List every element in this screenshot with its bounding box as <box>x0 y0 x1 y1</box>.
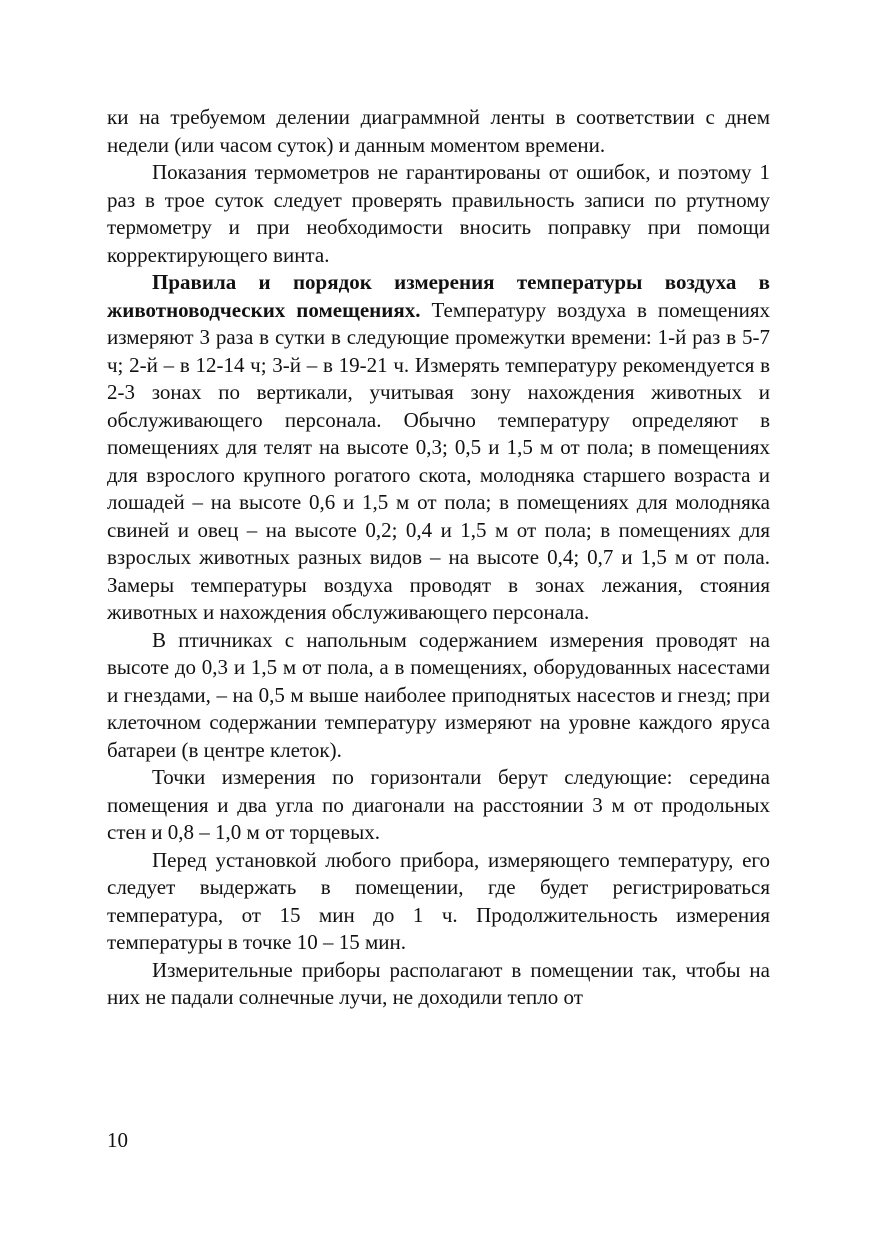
paragraph-7: Измерительные приборы располагают в помещении так, чтобы на них не падали солнечные лучи, не доходили тепло от <box>107 957 770 1009</box>
paragraph-6: Перед установкой любого прибора, измеряющего температуру, его следует выдержать в помещении, где будет регистрироваться температура, от 15 мин до 1 ч. Продолжительность измерения температуры в точке 10 – 15 мин. <box>107 847 770 954</box>
paragraph-3 <box>107 269 770 627</box>
page-body <box>107 104 770 1012</box>
paragraph-1: ки на требуемом делении диаграммной ленты в соответствии с днем недели (или часом суток) и данным моментом времени. <box>107 105 770 157</box>
paragraph-4: В птичниках с напольным содержанием измерения проводят на высоте до 0,3 и 1,5 м от пола, а в помещениях, оборудованных насестами и гнездами, – на 0,5 м выше наиболее приподнятых насестов и гнезд; при клеточном содержании температуру измеряют на уровне каждого яруса батареи (в центре клеток). <box>107 627 770 762</box>
paragraph-2: Показания термометров не гарантированы от ошибок, и поэтому 1 раз в трое суток следует проверять правильность записи по ртутному термометру и при необходимости вносить поправку при помощи корректирующего винта. <box>107 160 770 267</box>
paragraph-5: Точки измерения по горизонтали берут следующие: середина помещения и два угла по диагонали на расстоянии 3 м от продольных стен и 0,8 – 1,0 м от торцевых. <box>107 765 770 844</box>
section-heading: Правила и порядок измерения температуры воздуха в животноводческих помещениях. <box>107 270 770 322</box>
paragraph-3-text: Температуру воздуха в помещениях измеряют 3 раза в сутки в следующие промежутки времени: 1-й раз в 5-7 ч; 2-й – в 12-14 ч; 3-й – в 19-21 ч. Измерять температуру рекомендуется в 2-3 зонах по вертикали, учитывая зону нахождения животных и обслуживающего персонала. Обычно температуру определяют в помещениях для телят на высоте 0,3; 0,5 и 1,5 м от пола; в помещениях для взрослого крупного рогатого скота, молодняка старшего возраста и лошадей – на высоте 0,6 и 1,5 м от пола; в помещениях для молодняка свиней и овец – на высоте 0,2; 0,4 и 1,5 м от пола; в помещениях для взрослых животных разных видов – на высоте 0,4; 0,7 и 1,5 м от пола. Замеры температуры воздуха проводят в зонах лежания, стояния животных и нахождения обслуживающего персонала. <box>107 297 770 624</box>
page-number: 10 <box>107 1128 128 1152</box>
